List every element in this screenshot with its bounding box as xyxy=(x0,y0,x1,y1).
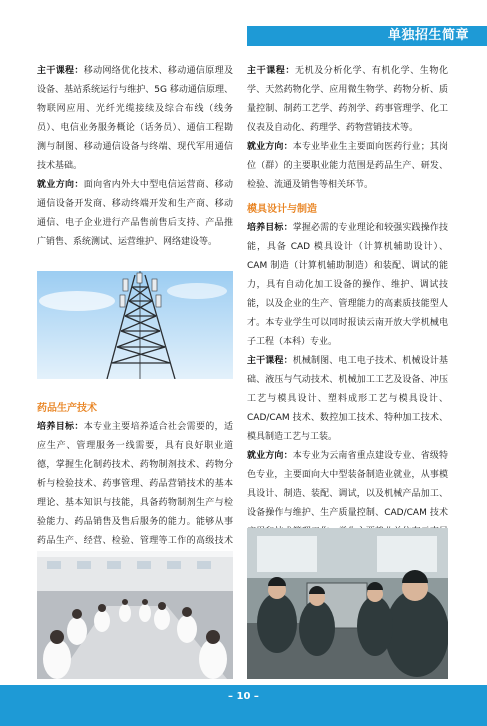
right-mold-employment-label: 就业方向： xyxy=(247,451,293,461)
right-mold-courses-paragraph xyxy=(247,352,448,447)
section-title-mold-design: 模具设计与制造 xyxy=(247,204,317,215)
header-title: 单独招生简章 xyxy=(387,28,469,43)
right-courses-paragraph xyxy=(247,62,448,138)
right-mold-employment-text: 本专业为云南省重点建设专业、省级特色专业，主要面向大中型装备制造业就业，从事模具设计、制造、装配、调试，以及机械产品加工、设备操作与维护、生产质量控制、CAD/CAM 技术 xyxy=(247,451,448,518)
mechanical-workshop-photo xyxy=(247,528,448,679)
left-column-lower xyxy=(37,396,233,570)
right-courses-label: 主干课程： xyxy=(247,66,295,76)
left-courses-paragraph xyxy=(37,62,233,176)
left-objective-paragraph xyxy=(37,418,233,570)
left-objective-label: 培养目标： xyxy=(37,422,84,432)
right-mold-courses-label: 主干课程： xyxy=(247,356,293,366)
right-mold-courses-text: 机械制图、电工电子技术、机械设计基础、液压与气动技术、机械加工工艺及设备、冲压工艺与模具设计、塑料成形工艺与模具设计、CAD/CAM 技术、数控加工技术、特种加工技术、模具制造工艺与工装。 xyxy=(247,356,448,442)
right-courses-text: 无机及分析化学、有机化学、生物化学、天然药物化学、应用微生物学、药物分析、质量控制、制药工艺学、药剂学、药事管理学、化工仪表及自动化、药理学、药物营销技术等。 xyxy=(247,66,448,133)
page-header xyxy=(0,0,487,50)
section-title-pharmaceutical: 药品生产技术 xyxy=(37,403,97,414)
left-column xyxy=(37,62,233,252)
left-employment-text: 面向省内外大中型电信运营商、移动通信设备开发商、移动终端开发和生产商、移动通信、电子企业进行产品售前售后支持、产品推广销售、系统测试、运营维护、网络建设等。 xyxy=(37,180,233,247)
left-courses-text: 移动网络优化技术、移动通信原理及设备、基站系统运行与维护、5G 移动通信原理、物联网应用、光纤光缆接续及综合布线（线务员）、电信业务服务概论（话务员）、通信工程勘测与制图、移动通信设备与终端、现代军用通信技术基础。 xyxy=(37,66,233,171)
right-employment-text: 本专业毕业生主要面向医药行业；其岗位（群）的主要职业能力范围是药品生产、研发、检验、流通及销售等相关环节。 xyxy=(247,142,448,190)
left-employment-paragraph xyxy=(37,176,233,252)
right-objective-text: 掌握必需的专业理论和较强实践操作技能，具备 CAD 模具设计（计算机辅助设计）、CAM 制造（计算机辅助制造）和装配、调试的能力，具有自动化加工设备的操作、维护、调试技能，以及企业的生产、管理能力的高素质技能型人才。本专业学生可以同时报读云南开放大学机械电子工程（本科）专业。 xyxy=(247,223,448,347)
right-objective-label: 培养目标： xyxy=(247,223,293,233)
left-employment-label: 就业方向： xyxy=(37,180,84,190)
left-courses-label: 主干课程： xyxy=(37,66,84,76)
pharmaceutical-lab-photo xyxy=(37,551,233,679)
right-objective-paragraph xyxy=(247,219,448,352)
right-employment-paragraph xyxy=(247,138,448,195)
right-column xyxy=(247,62,448,580)
telecom-tower-photo xyxy=(37,271,233,379)
page-number: – 10 – xyxy=(228,691,259,702)
right-employment-label: 就业方向： xyxy=(247,142,293,152)
left-objective-text: 本专业主要培养适合社会需要的，适应生产、管理服务一线需要，具有良好职业道德，掌握生化制药技术、药物制剂技术、药物分析与检验技术、药事管理、药品营销技术的基本理论、基本知识与技能，具备药物制剂生产与检验能力、药品销售及售后服务的能力。能够从事药品生产、经营、检验、管理等工作的高级技术 xyxy=(37,422,233,546)
